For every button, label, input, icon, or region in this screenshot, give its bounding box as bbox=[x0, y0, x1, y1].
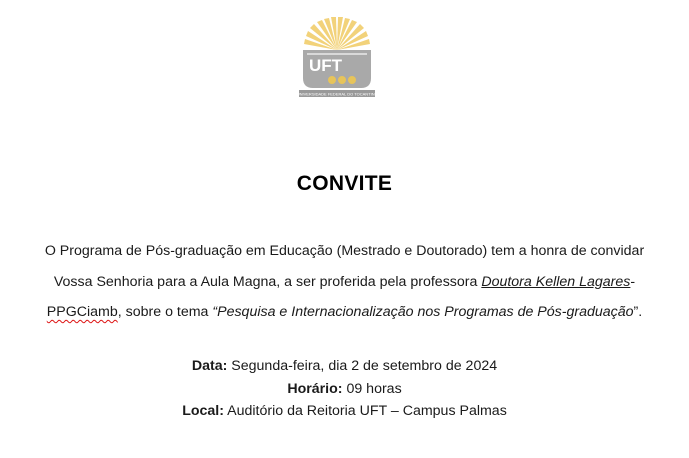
page-title: CONVITE bbox=[296, 172, 393, 195]
program-name: PPGCiamb bbox=[46, 304, 118, 320]
speaker-name: Doutora Kellen Lagares bbox=[481, 273, 631, 290]
date-label: Data: bbox=[191, 358, 228, 374]
date-row bbox=[0, 355, 689, 378]
paragraph-line-2-prefix: Vossa Senhoria para a Aula Magna, a ser proferida pela professora bbox=[53, 273, 482, 290]
uft-logo-emblem bbox=[299, 16, 375, 100]
uft-logo bbox=[299, 16, 375, 100]
uft-logo-subtitle: UNIVERSIDADE FEDERAL DO TOCANTINS bbox=[299, 91, 375, 97]
place-label: Local: bbox=[182, 403, 224, 419]
paragraph-line-3-end: ”. bbox=[633, 304, 643, 320]
paragraph-line-3 bbox=[26, 297, 663, 328]
paragraph-line-1: O Programa de Pós-graduação em Educação (Mestrado e Doutorado) tem a honra de convidar bbox=[44, 243, 645, 259]
paragraph-line-2 bbox=[26, 267, 663, 298]
event-details bbox=[0, 355, 689, 423]
invitation-paragraph bbox=[26, 236, 663, 328]
lecture-theme: “Pesquisa e Internacionalização nos Programas de Pós-graduação bbox=[212, 304, 634, 320]
time-label: Horário: bbox=[287, 380, 343, 397]
time-value: 09 horas bbox=[342, 380, 402, 397]
speaker-dash: - bbox=[630, 273, 636, 290]
paragraph-line-3-mid: , sobre o tema bbox=[117, 304, 213, 320]
uft-logo-letters: UFT bbox=[309, 56, 343, 75]
place-value: Auditório da Reitoria UFT – Campus Palmas bbox=[223, 403, 507, 419]
date-value: Segunda-feira, dia 2 de setembro de 2024 bbox=[227, 358, 498, 374]
time-row bbox=[0, 378, 689, 401]
place-row bbox=[0, 400, 689, 423]
